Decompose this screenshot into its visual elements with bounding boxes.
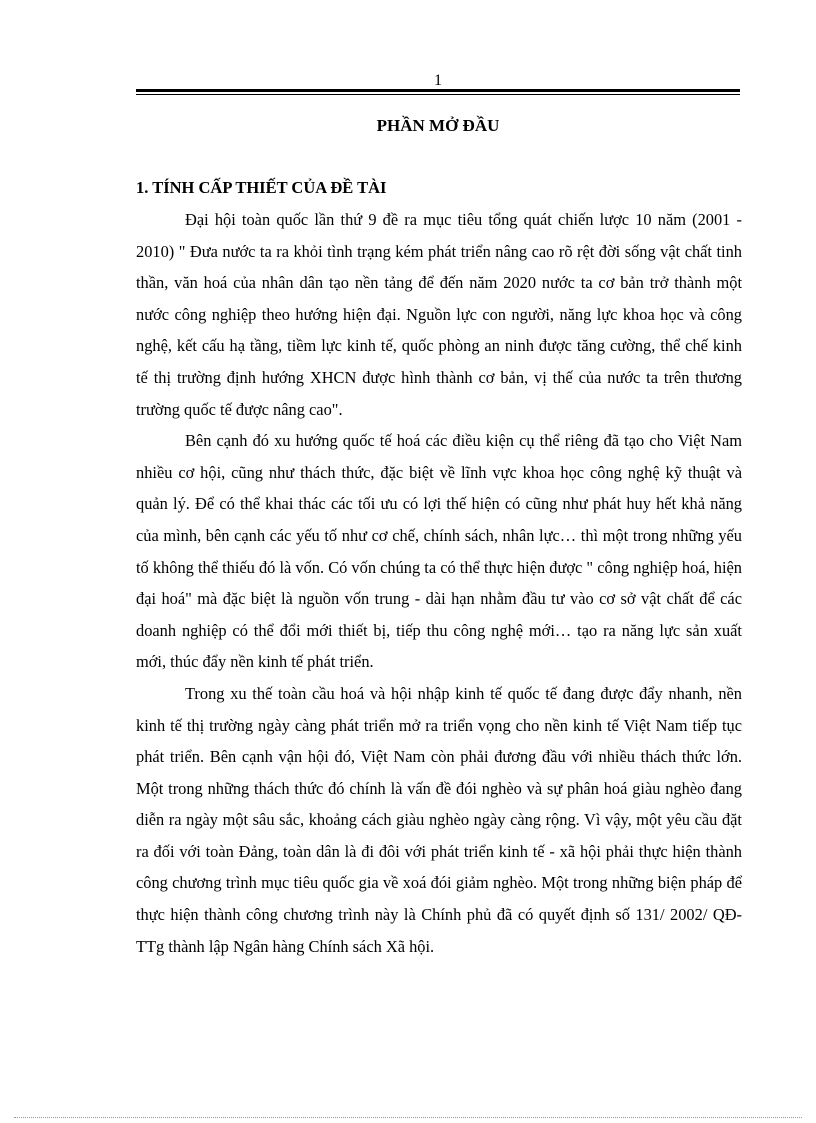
header-rule-thin — [136, 94, 740, 95]
section-heading: 1. TÍNH CẤP THIẾT CỦA ĐỀ TÀI — [136, 178, 387, 197]
body-text — [136, 204, 742, 962]
page-bottom-border — [14, 1117, 802, 1118]
header-rule-thick — [136, 89, 740, 92]
paragraph: Bên cạnh đó xu hướng quốc tế hoá các điều kiện cụ thể riêng đã tạo cho Việt Nam nhiều cơ hội, cũng như thách thức, đặc biệt về lĩnh vực khoa học công nghệ kỹ thuật và quản lý. Để có thể khai thác các tối ưu có lợi thế hiện có cũng như phát huy hết khả năng của mình, bên cạnh các yếu tố như cơ chế, chính sách, nhân lực… thì một trong những yếu tố không thể thiếu đó là vốn. Có vốn chúng ta có thể thực hiện được " công nghiệp hoá, hiện đại hoá" mà đặc biệt là nguồn vốn trung - dài hạn nhằm đầu tư vào cơ sở vật chất để các doanh nghiệp có thể đổi mới thiết bị, tiếp thu công nghệ mới… tạo ra năng lực sản xuất mới, thúc đẩy nền kinh tế phát triển. — [136, 431, 742, 672]
page-title: PHẦN MỞ ĐẦU — [376, 116, 500, 135]
paragraph: Trong xu thế toàn cầu hoá và hội nhập kinh tế quốc tế đang được đẩy nhanh, nền kinh tế thị trường ngày càng phát triển mở ra triển vọng cho nền kinh tế Việt Nam tiếp tục phát triển. Bên cạnh vận hội đó, Việt Nam còn phải đương đầu với nhiều thách thức lớn. Một trong những thách thức đó chính là vấn đề đói nghèo và sự phân hoá giàu nghèo đang diễn ra ngày một sâu sắc, khoảng cách giàu nghèo ngày càng rộng. Vì vậy, một yêu cầu đặt ra đối với toàn Đảng, toàn dân là đi đôi với phát triển kinh tế - xã hội phải thực hiện thành công chương trình mục tiêu quốc gia về xoá đói giảm nghèo. Một trong những biện pháp để thực hiện thành công chương trình này là Chính phủ đã có quyết định số 131/ 2002/ QĐ-TTg thành lập Ngân hàng Chính sách Xã hội. — [136, 683, 742, 956]
page-number: 1 — [434, 72, 442, 89]
paragraph: Đại hội toàn quốc lần thứ 9 đề ra mục tiêu tổng quát chiến lược 10 năm (2001 - 2010) " Đưa nước ta ra khỏi tình trạng kém phát triển nâng cao rõ rệt đời sống vật chất tinh thần, văn hoá của nhân dân tạo nền tảng để đến năm 2020 nước ta cơ bản trở thành một nước công nghiệp theo hướng hiện đại. Nguồn lực con người, năng lực khoa học và công nghệ, kết cấu hạ tầng, tiềm lực kinh tế, quốc phòng an ninh được tăng cường, thể chế kinh tế thị trường định hướng XHCN được hình thành cơ bản, vị thế của nước ta trên thương trường quốc tế được nâng cao". — [136, 210, 742, 419]
